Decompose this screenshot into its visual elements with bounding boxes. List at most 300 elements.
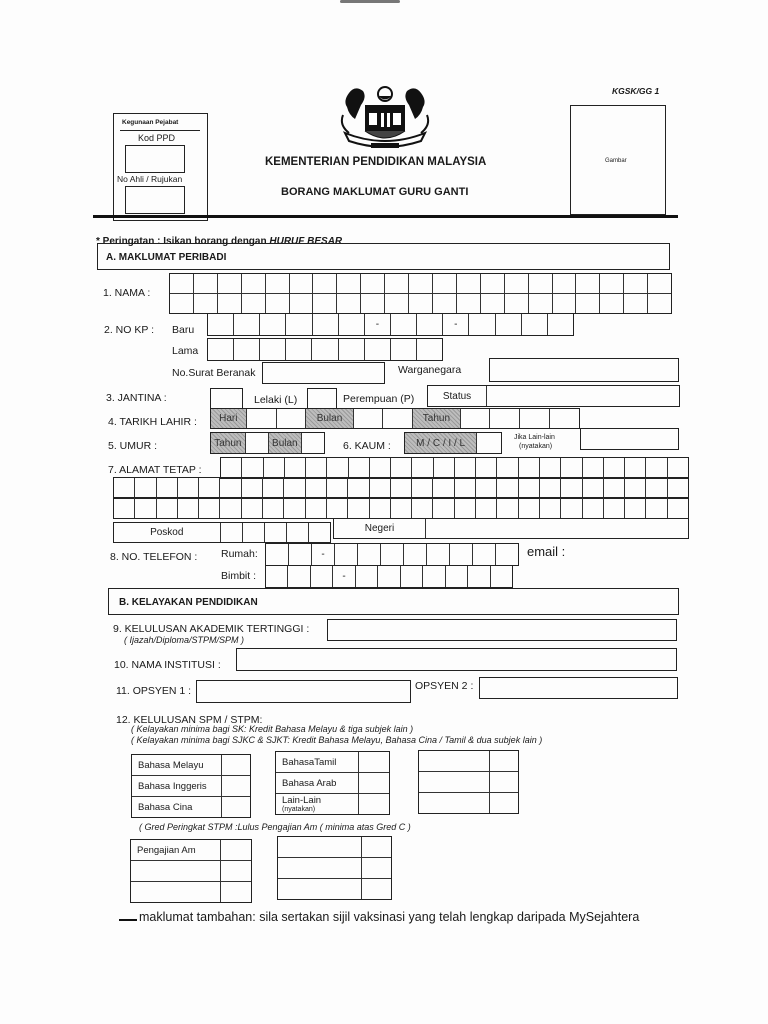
section-a-header — [97, 243, 670, 270]
grade-cell[interactable] — [221, 840, 251, 860]
nama-cell[interactable] — [385, 274, 409, 293]
nama-cell[interactable] — [553, 294, 577, 313]
alamat-cell[interactable] — [561, 478, 582, 498]
spm-label: 12. KELULUSAN SPM / STPM: — [116, 714, 263, 726]
nama-cell[interactable] — [457, 274, 481, 293]
rumah-phone-cell[interactable] — [381, 544, 404, 565]
rumah-phone-cell[interactable] — [266, 544, 289, 565]
alamat-cell[interactable] — [114, 478, 135, 498]
nokp-lama-cell[interactable] — [312, 339, 338, 360]
hari-cell[interactable] — [247, 409, 277, 428]
alamat-cell[interactable] — [178, 478, 199, 498]
perempuan-checkbox[interactable] — [307, 388, 337, 409]
alamat-cell[interactable] — [327, 458, 348, 478]
nama-cell[interactable] — [576, 294, 600, 313]
kaum-label: 6. KAUM : — [343, 440, 391, 452]
rumah-phone-cell: - — [312, 544, 335, 565]
hari-stamp: Hari — [211, 409, 247, 428]
top-scan-mark — [340, 0, 400, 3]
negeri-label: Negeri — [334, 519, 426, 538]
nama-row-2[interactable] — [170, 294, 671, 313]
subject-label: Bahasa Cina — [132, 797, 222, 817]
alamat-cell[interactable] — [668, 478, 688, 498]
nama-cell[interactable] — [290, 274, 314, 293]
alamat-row-3[interactable] — [113, 497, 689, 519]
alamat-cell[interactable] — [646, 458, 667, 478]
alamat-cell[interactable] — [391, 478, 412, 498]
poskod-cell[interactable] — [265, 523, 287, 542]
stpm-table-2 — [277, 836, 392, 900]
bimbit-phone-cell[interactable] — [423, 566, 445, 587]
grade-cell[interactable] — [490, 751, 518, 771]
alamat-cell[interactable] — [199, 498, 220, 518]
malaysia-coat-of-arms-icon — [335, 83, 435, 153]
bimbit-phone-cell[interactable] — [288, 566, 310, 587]
alamat-cell[interactable] — [391, 458, 412, 478]
nokp-baru-cell[interactable] — [260, 314, 286, 335]
bimbit-phone-cell[interactable] — [468, 566, 490, 587]
alamat-cell[interactable] — [114, 498, 135, 518]
section-b-title: B. KELAYAKAN PENDIDIKAN — [119, 597, 258, 608]
lelaki-checkbox[interactable] — [210, 388, 243, 409]
alamat-cell[interactable] — [540, 478, 561, 498]
alamat-cell[interactable] — [221, 458, 242, 478]
bulan-stamp: Bulan — [306, 409, 353, 428]
alamat-cell[interactable] — [540, 498, 561, 518]
surat-beranak-field[interactable] — [262, 362, 385, 384]
alamat-cell[interactable] — [263, 478, 284, 498]
alamat-cell[interactable] — [157, 498, 178, 518]
nama-cell[interactable] — [313, 294, 337, 313]
lain-lain-label: Jika Lain-lain — [514, 434, 555, 441]
kelulusan-label: 9. KELULUSAN AKADEMIK TERTINGGI : — [113, 623, 310, 635]
opsyen1-label: 11. OPSYEN 1 : — [116, 685, 192, 697]
alamat-cell[interactable] — [135, 478, 156, 498]
alamat-cell[interactable] — [455, 478, 476, 498]
spm-note-1: ( Kelayakan minima bagi SK: Kredit Bahasa Melayu & tiga subjek lain ) — [131, 724, 414, 734]
alamat-cell[interactable] — [242, 498, 263, 518]
lama-label: Lama — [172, 345, 199, 357]
umur-bulan-stamp: Bulan — [269, 433, 301, 453]
nokp-baru-cell[interactable] — [469, 314, 495, 335]
nokp-baru-cell: - — [365, 314, 391, 335]
nama-cell[interactable] — [576, 274, 600, 293]
kaum-lain-field[interactable] — [580, 428, 679, 450]
alamat-cell[interactable] — [412, 478, 433, 498]
nama-cell[interactable] — [624, 294, 648, 313]
grade-cell[interactable] — [222, 797, 250, 817]
nama-cell[interactable] — [194, 294, 218, 313]
alamat-cell[interactable] — [646, 478, 667, 498]
bimbit-phone-cell[interactable] — [446, 566, 468, 587]
stpm-subject-cell[interactable] — [278, 837, 362, 857]
bimbit-phone-cell[interactable] — [378, 566, 400, 587]
extra-subject-cell[interactable] — [419, 751, 490, 771]
alamat-cell[interactable] — [348, 478, 369, 498]
alamat-cell[interactable] — [519, 498, 540, 518]
nokp-baru-cell[interactable] — [208, 314, 234, 335]
alamat-cell[interactable] — [604, 458, 625, 478]
alamat-cell[interactable] — [625, 498, 646, 518]
alamat-cell[interactable] — [476, 458, 497, 478]
nokp-baru-grid[interactable] — [207, 313, 574, 336]
grade-cell[interactable] — [222, 755, 250, 775]
nama-cell[interactable] — [409, 294, 433, 313]
alamat-cell[interactable] — [604, 478, 625, 498]
warganegara-field[interactable] — [489, 358, 679, 382]
form-code: KGSK/GG 1 — [612, 86, 660, 96]
nokp-baru-cell: - — [443, 314, 469, 335]
alamat-cell[interactable] — [284, 498, 305, 518]
alamat-cell[interactable] — [370, 478, 391, 498]
kod-ppd-field[interactable] — [125, 145, 185, 173]
nokp-baru-cell[interactable] — [391, 314, 417, 335]
nokp-baru-cell[interactable] — [548, 314, 573, 335]
nama-cell[interactable] — [481, 294, 505, 313]
bimbit-phone-cell[interactable] — [311, 566, 333, 587]
alamat-cell[interactable] — [327, 498, 348, 518]
alamat-cell[interactable] — [476, 478, 497, 498]
poskod-cell[interactable] — [221, 523, 243, 542]
no-ahli-field[interactable] — [125, 186, 185, 214]
poskod-label: Poskod — [114, 523, 221, 542]
email-label: email : — [527, 544, 566, 559]
nama-cell[interactable] — [481, 274, 505, 293]
nama-cell[interactable] — [529, 274, 553, 293]
alamat-cell[interactable] — [349, 458, 370, 478]
nama-cell[interactable] — [313, 274, 337, 293]
bimbit-phone-cell[interactable] — [491, 566, 512, 587]
kelulusan-hint: ( Ijazah/Diploma/STPM/SPM ) — [124, 635, 245, 645]
alamat-row-2[interactable] — [113, 477, 689, 499]
alamat-cell[interactable] — [391, 498, 412, 518]
rumah-phone-cell[interactable] — [358, 544, 381, 565]
nama-cell[interactable] — [433, 274, 457, 293]
telefon-label: 8. NO. TELEFON : — [110, 551, 198, 563]
extra-subject-cell[interactable] — [419, 772, 490, 792]
umur-tahun-stamp: Tahun — [211, 433, 246, 453]
nama-cell[interactable] — [553, 274, 577, 293]
rumah-label: Rumah: — [221, 548, 258, 560]
pengajian-am-label: Pengajian Am — [131, 840, 221, 860]
grade-cell[interactable] — [362, 858, 391, 878]
nokp-lama-cell[interactable] — [339, 339, 365, 360]
ministry-title: KEMENTERIAN PENDIDIKAN MALAYSIA — [265, 156, 487, 168]
alamat-cell[interactable] — [285, 458, 306, 478]
nama-cell[interactable] — [409, 274, 433, 293]
alamat-cell[interactable] — [540, 458, 561, 478]
alamat-cell[interactable] — [348, 498, 369, 518]
nokp-baru-cell[interactable] — [313, 314, 339, 335]
nama-cell[interactable] — [242, 274, 266, 293]
status-label: Status — [428, 386, 487, 406]
nama-cell[interactable] — [218, 294, 242, 313]
alamat-cell[interactable] — [455, 458, 476, 478]
alamat-row-1[interactable] — [220, 457, 689, 479]
nama-cell[interactable] — [600, 274, 624, 293]
jantina-label: 3. JANTINA : — [106, 392, 167, 404]
nama-cell[interactable] — [361, 294, 385, 313]
alamat-cell[interactable] — [583, 458, 604, 478]
nokp-baru-cell[interactable] — [417, 314, 443, 335]
alamat-cell[interactable] — [284, 478, 305, 498]
grade-cell[interactable] — [362, 879, 391, 899]
nama-cell[interactable] — [194, 274, 218, 293]
nokp-baru-cell[interactable] — [339, 314, 365, 335]
nama-cell[interactable] — [361, 274, 385, 293]
kaum-cell[interactable] — [477, 433, 501, 453]
nama-cell[interactable] — [385, 294, 409, 313]
opsyen2-field[interactable] — [479, 677, 678, 699]
alamat-cell[interactable] — [583, 498, 604, 518]
nokp-baru-cell[interactable] — [234, 314, 260, 335]
alamat-cell[interactable] — [434, 458, 455, 478]
office-use-box — [113, 113, 208, 221]
nama-cell[interactable] — [648, 274, 671, 293]
nama-cell[interactable] — [529, 294, 553, 313]
photo-box[interactable] — [570, 105, 666, 215]
nama-grid[interactable] — [169, 273, 672, 314]
poskod-cell[interactable] — [243, 523, 265, 542]
poskod-grid[interactable] — [113, 522, 331, 543]
nama-cell[interactable] — [242, 294, 266, 313]
institusi-label: 10. NAMA INSTITUSI : — [114, 659, 221, 671]
bimbit-phone-cell[interactable] — [356, 566, 378, 587]
grade-cell[interactable] — [359, 794, 389, 814]
nama-cell[interactable] — [624, 274, 648, 293]
nama-cell[interactable] — [266, 294, 290, 313]
stpm-subject-cell[interactable] — [278, 858, 362, 878]
subject-label: Bahasa Inggeris — [132, 776, 222, 796]
stpm-note: ( Gred Peringkat STPM :Lulus Pengajian Am ( minima atas Gred C ) — [139, 822, 411, 832]
surat-beranak-label: No.Surat Beranak — [172, 367, 256, 379]
lelaki-label: Lelaki (L) — [254, 394, 298, 406]
alamat-cell[interactable] — [497, 478, 518, 498]
nokp-lama-cell[interactable] — [286, 339, 312, 360]
extra-subject-cell[interactable] — [419, 793, 490, 813]
alamat-cell[interactable] — [604, 498, 625, 518]
nama-cell[interactable] — [290, 294, 314, 313]
alamat-cell[interactable] — [668, 498, 688, 518]
alamat-cell[interactable] — [220, 498, 241, 518]
alamat-cell[interactable] — [625, 478, 646, 498]
negeri-grid[interactable] — [333, 518, 689, 539]
nama-cell[interactable] — [337, 274, 361, 293]
alamat-cell[interactable] — [412, 498, 433, 518]
no-ahli-label: No Ahli / Rujukan — [117, 174, 183, 184]
nama-cell[interactable] — [266, 274, 290, 293]
nama-cell[interactable] — [457, 294, 481, 313]
nama-cell[interactable] — [170, 294, 194, 313]
photo-label: Gambar — [605, 158, 627, 164]
alamat-cell[interactable] — [306, 498, 327, 518]
grade-cell[interactable] — [362, 837, 391, 857]
kelulusan-field[interactable] — [327, 619, 677, 641]
nama-row-1[interactable] — [170, 274, 671, 294]
nama-label: 1. NAMA : — [103, 287, 151, 299]
section-a-title: A. MAKLUMAT PERIBADI — [106, 252, 227, 263]
stpm-subject-cell[interactable] — [131, 882, 221, 902]
spm-subjects-table-3 — [418, 750, 519, 814]
status-box — [427, 385, 680, 407]
footer-note: maklumat tambahan: sila sertakan sijil vaksinasi yang telah lengkap daripada MySejahtera — [139, 910, 640, 924]
alamat-cell[interactable] — [306, 458, 327, 478]
grade-cell[interactable] — [222, 776, 250, 796]
grade-cell[interactable] — [221, 861, 251, 881]
hari-cell[interactable] — [277, 409, 307, 428]
header-divider — [93, 215, 678, 218]
umur-tahun-cell[interactable] — [246, 433, 269, 453]
grade-cell[interactable] — [359, 773, 389, 793]
subject-label: Bahasa Arab — [276, 773, 359, 793]
alamat-cell[interactable] — [135, 498, 156, 518]
grade-cell[interactable] — [490, 793, 518, 813]
subject-label: BahasaTamil — [276, 752, 359, 772]
warning-emphasis: HURUF BESAR — [269, 236, 343, 247]
alamat-cell[interactable] — [327, 478, 348, 498]
alamat-cell[interactable] — [370, 498, 391, 518]
nama-cell[interactable] — [600, 294, 624, 313]
perempuan-label: Perempuan (P) — [343, 393, 415, 405]
rumah-phone-cell[interactable] — [289, 544, 312, 565]
rumah-phone-cell[interactable] — [335, 544, 358, 565]
alamat-cell[interactable] — [455, 498, 476, 518]
alamat-cell[interactable] — [561, 498, 582, 518]
nokp-label: 2. NO KP : — [104, 324, 154, 336]
nama-cell[interactable] — [170, 274, 194, 293]
section-b-header — [108, 588, 679, 615]
nama-cell[interactable] — [505, 294, 529, 313]
alamat-cell[interactable] — [668, 458, 688, 478]
alamat-cell[interactable] — [561, 458, 582, 478]
subject-label: Bahasa Melayu — [132, 755, 222, 775]
institusi-field[interactable] — [236, 648, 677, 671]
tarikh-lahir-label: 4. TARIKH LAHIR : — [108, 416, 197, 428]
nokp-baru-cell[interactable] — [496, 314, 522, 335]
nokp-lama-grid[interactable] — [207, 338, 443, 361]
alamat-label: 7. ALAMAT TETAP : — [108, 464, 202, 476]
status-field[interactable] — [487, 386, 679, 406]
nokp-baru-cell[interactable] — [286, 314, 312, 335]
form-title: BORANG MAKLUMAT GURU GANTI — [281, 186, 469, 198]
office-use-divider — [120, 130, 200, 131]
rumah-phone-cell[interactable] — [473, 544, 496, 565]
kaum-grid[interactable] — [404, 432, 502, 454]
opsyen1-field[interactable] — [196, 680, 411, 703]
umur-grid[interactable] — [210, 432, 325, 454]
alamat-cell[interactable] — [476, 498, 497, 518]
grade-cell[interactable] — [359, 752, 389, 772]
lain-lain-subject: Lain-Lain — [282, 795, 322, 806]
lain-nyatakan: (nyatakan) — [282, 806, 316, 813]
tahun-stamp: Tahun — [413, 409, 460, 428]
stpm-subject-cell[interactable] — [278, 879, 362, 899]
kod-ppd-label: Kod PPD — [138, 133, 176, 143]
spm-note-2: ( Kelayakan minima bagi SJKC & SJKT: Kredit Bahasa Melayu, Bahasa Cina / Tamil & dua subjek lain ) — [131, 735, 543, 745]
nama-cell[interactable] — [648, 294, 671, 313]
nama-cell[interactable] — [337, 294, 361, 313]
rumah-phone-grid[interactable] — [265, 543, 519, 566]
baru-label: Baru — [172, 324, 195, 336]
alamat-cell[interactable] — [497, 498, 518, 518]
alamat-cell[interactable] — [646, 498, 667, 518]
footer-dash — [119, 919, 137, 921]
nokp-lama-cell[interactable] — [391, 339, 417, 360]
nama-cell[interactable] — [505, 274, 529, 293]
nama-cell[interactable] — [433, 294, 457, 313]
subject-label-lain — [276, 794, 359, 814]
bulan-cell[interactable] — [383, 409, 413, 428]
tahun-cell[interactable] — [461, 409, 491, 428]
negeri-field[interactable] — [426, 519, 688, 538]
nokp-lama-cell[interactable] — [365, 339, 391, 360]
grade-cell[interactable] — [490, 772, 518, 792]
bimbit-label: Bimbit : — [221, 570, 257, 582]
alamat-cell[interactable] — [199, 478, 220, 498]
bulan-cell[interactable] — [354, 409, 384, 428]
alamat-cell[interactable] — [519, 458, 540, 478]
poskod-cell[interactable] — [287, 523, 309, 542]
umur-bulan-cell[interactable] — [302, 433, 324, 453]
tahun-cell[interactable] — [490, 409, 520, 428]
spm-subjects-table-1 — [131, 754, 251, 818]
alamat-cell[interactable] — [583, 478, 604, 498]
spm-subjects-table-2 — [275, 751, 390, 815]
bimbit-phone-cell[interactable] — [401, 566, 423, 587]
nokp-baru-cell[interactable] — [522, 314, 548, 335]
alamat-cell[interactable] — [242, 478, 263, 498]
alamat-cell[interactable] — [264, 458, 285, 478]
alamat-cell[interactable] — [157, 478, 178, 498]
alamat-cell[interactable] — [433, 498, 454, 518]
bimbit-phone-cell[interactable] — [266, 566, 288, 587]
grade-cell[interactable] — [221, 882, 251, 902]
alamat-cell[interactable] — [412, 458, 433, 478]
bimbit-phone-cell: - — [333, 566, 355, 587]
bimbit-phone-grid[interactable] — [265, 565, 513, 588]
alamat-cell[interactable] — [433, 478, 454, 498]
rumah-phone-cell[interactable] — [496, 544, 518, 565]
umur-label: 5. UMUR : — [108, 440, 158, 452]
kaum-code-stamp: M / C / I / L — [405, 433, 477, 453]
alamat-cell[interactable] — [497, 458, 518, 478]
rumah-phone-cell[interactable] — [404, 544, 427, 565]
poskod-cell[interactable] — [309, 523, 330, 542]
alamat-cell[interactable] — [263, 498, 284, 518]
rumah-phone-cell[interactable] — [427, 544, 450, 565]
nama-cell[interactable] — [218, 274, 242, 293]
nokp-lama-cell[interactable] — [234, 339, 260, 360]
nokp-lama-cell[interactable] — [260, 339, 286, 360]
warning-prefix: * Peringatan : Isikan borang dengan — [96, 236, 270, 247]
alamat-cell[interactable] — [242, 458, 263, 478]
tahun-cell[interactable] — [520, 409, 550, 428]
alamat-cell[interactable] — [220, 478, 241, 498]
alamat-cell[interactable] — [178, 498, 199, 518]
opsyen2-label: OPSYEN 2 : — [415, 680, 474, 692]
alamat-cell[interactable] — [625, 458, 646, 478]
alamat-cell[interactable] — [370, 458, 391, 478]
stpm-subject-cell[interactable] — [131, 861, 221, 881]
alamat-cell[interactable] — [306, 478, 327, 498]
rumah-phone-cell[interactable] — [450, 544, 473, 565]
nokp-lama-cell[interactable] — [208, 339, 234, 360]
tarikh-lahir-grid[interactable] — [210, 408, 580, 429]
office-use-title: Kegunaan Pejabat — [122, 119, 179, 126]
nokp-lama-cell[interactable] — [417, 339, 442, 360]
alamat-cell[interactable] — [519, 478, 540, 498]
tahun-cell[interactable] — [550, 409, 579, 428]
